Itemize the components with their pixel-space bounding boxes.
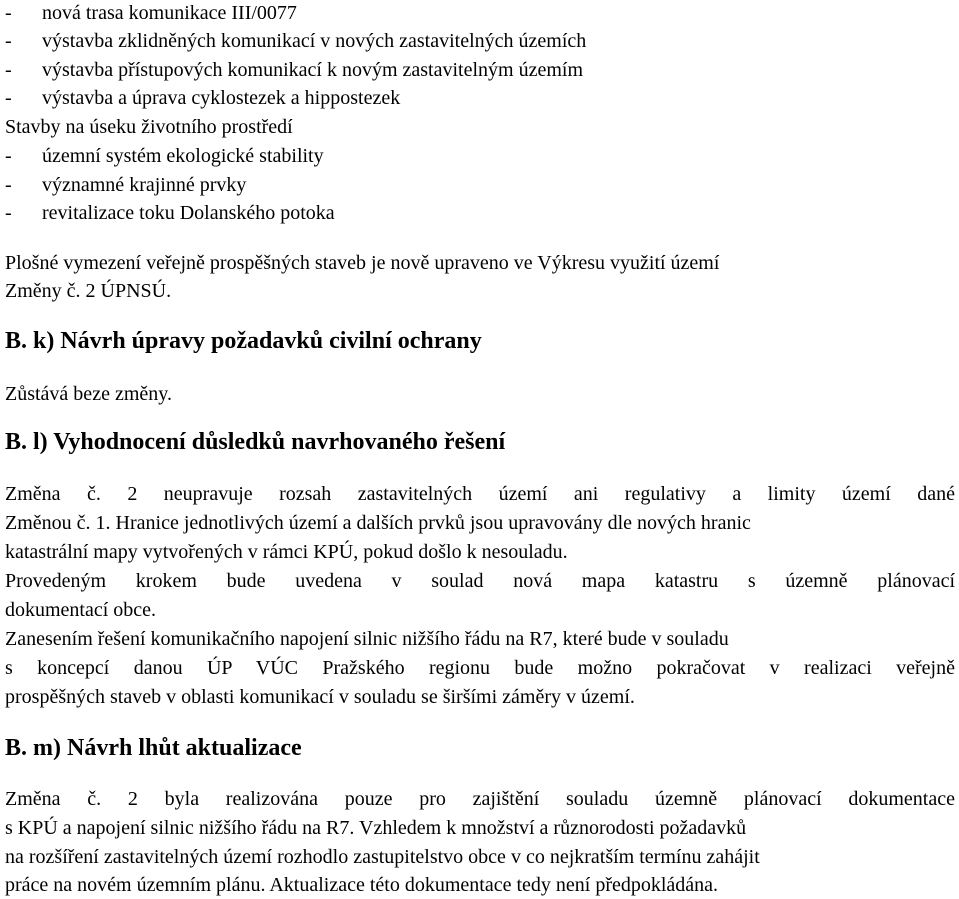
- list-item-text: nová trasa komunikace III/0077: [42, 2, 297, 24]
- list-item-text: výstavba přístupových komunikací k novým zastavitelným územím: [42, 59, 584, 81]
- paragraph-line: práce na novém územním plánu. Aktualizace této dokumentace tedy není předpokládána.: [5, 874, 719, 896]
- paragraph-line: s KPÚ a napojení silnic nižšího řádu na R7. Vzhledem k množství a různorodosti požadavků: [5, 817, 747, 839]
- section-heading-l: B. l) Vyhodnocení důsledků navrhovaného řešení: [5, 429, 506, 455]
- list-item-text: výstavba a úprava cyklostezek a hippostezek: [42, 87, 401, 109]
- list-item-text: revitalizace toku Dolanského potoka: [42, 202, 335, 224]
- paragraph-line: Zanesením řešení komunikačního napojení silnic nižšího řádu na R7, které bude v souladu: [5, 628, 729, 650]
- list-dash: -: [5, 30, 12, 52]
- paragraph-line: prospěšných staveb v oblasti komunikací v souladu se širšími záměry v území.: [5, 686, 635, 708]
- paragraph-line: Změna č. 2 neupravuje rozsah zastavitelných území ani regulativy a limity území dané: [5, 483, 955, 505]
- list-dash: -: [5, 2, 12, 24]
- list-dash: -: [5, 87, 12, 109]
- paragraph-line: katastrální mapy vytvořených v rámci KPÚ, pokud došlo k nesouladu.: [5, 541, 568, 563]
- section-heading-k: B. k) Návrh úpravy požadavků civilní ochrany: [5, 328, 482, 354]
- list-dash: -: [5, 202, 12, 224]
- list-item-text: výstavba zklidněných komunikací v nových zastavitelných územích: [42, 30, 587, 52]
- paragraph-line: Změna č. 2 byla realizována pouze pro zajištění souladu územně plánovací dokumentace: [5, 788, 955, 810]
- list-item-text: územní systém ekologické stability: [42, 145, 324, 167]
- paragraph-line: s koncepcí danou ÚP VÚC Pražského regionu bude možno pokračovat v realizaci veřejně: [5, 657, 955, 679]
- list-dash: -: [5, 174, 12, 196]
- subheading-environment: Stavby na úseku životního prostředí: [5, 116, 293, 138]
- list-dash: -: [5, 59, 12, 81]
- paragraph-line: Zůstává beze změny.: [5, 383, 172, 405]
- paragraph-line: na rozšíření zastavitelných území rozhodlo zastupitelstvo obce v co nejkratším termínu zahájit: [5, 846, 760, 868]
- paragraph-line: Změnou č. 1. Hranice jednotlivých území a dalších prvků jsou upravovány dle nových hranic: [5, 512, 751, 534]
- section-heading-m: B. m) Návrh lhůt aktualizace: [5, 735, 302, 761]
- list-item-text: významné krajinné prvky: [42, 174, 247, 196]
- paragraph-line: dokumentací obce.: [5, 599, 157, 621]
- paragraph-line: Plošné vymezení veřejně prospěšných staveb je nově upraveno ve Výkresu využití území: [5, 252, 720, 274]
- paragraph-line: Provedeným krokem bude uvedena v soulad nová mapa katastru s územně plánovací: [5, 570, 955, 592]
- paragraph-line: Změny č. 2 ÚPNSÚ.: [5, 280, 172, 302]
- list-dash: -: [5, 145, 12, 167]
